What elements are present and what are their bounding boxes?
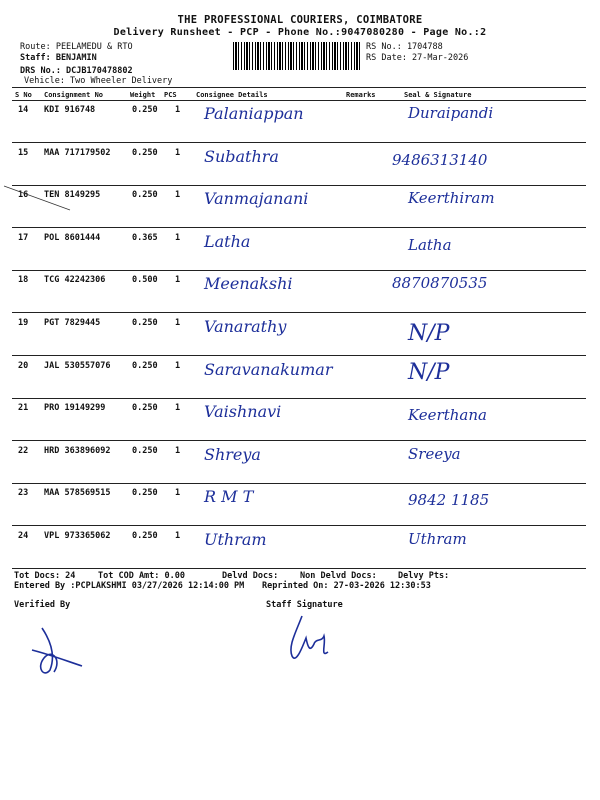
table-row bbox=[0, 185, 600, 228]
row-sno: 21 bbox=[18, 403, 29, 413]
row-sno: 19 bbox=[18, 318, 29, 328]
row-sno: 16 bbox=[18, 190, 29, 200]
col-seal-signature: Seal & Signature bbox=[404, 91, 472, 99]
strike-mark bbox=[0, 180, 80, 220]
col-consignment: Consignment No bbox=[44, 91, 104, 99]
drs-label: DRS No.: DCJB170478802 bbox=[20, 66, 133, 76]
reprinted-on: Reprinted On: 27-03-2026 12:30:53 bbox=[262, 581, 431, 591]
entered-by: Entered By :PCPLAKSHMI 03/27/2026 12:14:00 PM bbox=[14, 581, 245, 591]
row-divider bbox=[12, 568, 586, 569]
row-sno: 15 bbox=[18, 148, 29, 158]
row-weight: 0.250 bbox=[132, 148, 158, 158]
row-signature-handwritten: 9842 1185 bbox=[408, 491, 490, 509]
row-weight: 0.250 bbox=[132, 531, 158, 541]
row-signature-handwritten: Uthram bbox=[408, 530, 467, 548]
row-signature-handwritten: Duraipandi bbox=[408, 104, 494, 122]
row-weight: 0.250 bbox=[132, 105, 158, 115]
delivered-docs: Delvd Docs: bbox=[222, 571, 279, 581]
row-pcs: 1 bbox=[175, 148, 181, 158]
header-top-rule bbox=[12, 87, 586, 88]
row-sno: 20 bbox=[18, 361, 29, 371]
row-pcs: 1 bbox=[175, 190, 181, 200]
row-pcs: 1 bbox=[175, 403, 181, 413]
row-consignee-handwritten: R M T bbox=[204, 487, 254, 506]
row-consignee-handwritten: Vanmajanani bbox=[204, 189, 309, 208]
row-consignment-no: HRD 363896092 bbox=[44, 446, 111, 456]
row-sno: 14 bbox=[18, 105, 29, 115]
row-consignee-handwritten: Meenakshi bbox=[204, 274, 293, 293]
row-consignee-handwritten: Subathra bbox=[204, 147, 279, 166]
row-sno: 23 bbox=[18, 488, 29, 498]
row-signature-handwritten: Sreeya bbox=[408, 445, 461, 463]
row-weight: 0.250 bbox=[132, 190, 158, 200]
row-signature-handwritten: Latha bbox=[408, 236, 452, 254]
verified-by-label: Verified By bbox=[14, 600, 71, 610]
table-row bbox=[0, 441, 600, 484]
table-row bbox=[0, 483, 600, 526]
row-consignment-no: VPL 973365062 bbox=[44, 531, 111, 541]
row-pcs: 1 bbox=[175, 318, 181, 328]
table-row bbox=[0, 356, 600, 399]
col-remarks: Remarks bbox=[346, 91, 376, 99]
row-consignment-no: MAA 717179502 bbox=[44, 148, 111, 158]
row-consignment-no: MAA 578569515 bbox=[44, 488, 111, 498]
row-signature-handwritten: Keerthiram bbox=[408, 189, 495, 207]
row-sno: 24 bbox=[18, 531, 29, 541]
table-row bbox=[0, 398, 600, 441]
row-signature-handwritten: N/P bbox=[408, 321, 450, 346]
row-consignment-no: POL 8601444 bbox=[44, 233, 101, 243]
row-pcs: 1 bbox=[175, 488, 181, 498]
row-signature-handwritten: 8870870535 bbox=[392, 274, 488, 292]
table-row bbox=[0, 313, 600, 356]
rs-number: RS No.: 1704788 bbox=[366, 42, 443, 52]
row-weight: 0.250 bbox=[132, 318, 158, 328]
runsheet-subtitle: Delivery Runsheet - PCP - Phone No.:9047080280 - Page No.:2 bbox=[113, 27, 487, 38]
row-sno: 18 bbox=[18, 275, 29, 285]
row-consignee-handwritten: Uthram bbox=[204, 530, 267, 549]
table-row bbox=[0, 100, 600, 143]
rs-date: RS Date: 27-Mar-2026 bbox=[366, 53, 469, 63]
row-pcs: 1 bbox=[175, 361, 181, 371]
row-consignment-no: TCG 42242306 bbox=[44, 275, 106, 285]
non-delivered-docs: Non Delvd Docs: bbox=[300, 571, 377, 581]
barcode bbox=[233, 42, 361, 70]
row-consignment-no: KDI 916748 bbox=[44, 105, 96, 115]
row-weight: 0.365 bbox=[132, 233, 158, 243]
route-label: Route: PEELAMEDU & RTO bbox=[20, 42, 133, 52]
row-consignment-no: PGT 7829445 bbox=[44, 318, 101, 328]
row-consignee-handwritten: Vanarathy bbox=[204, 317, 287, 336]
col-pcs: PCS bbox=[164, 91, 177, 99]
row-pcs: 1 bbox=[175, 446, 181, 456]
staff-signature bbox=[282, 608, 342, 668]
col-sno: S No bbox=[15, 91, 32, 99]
staff-signature-label: Staff Signature bbox=[266, 600, 343, 610]
row-signature-handwritten: 9486313140 bbox=[392, 151, 488, 169]
row-consignment-no: JAL 530557076 bbox=[44, 361, 111, 371]
row-pcs: 1 bbox=[175, 105, 181, 115]
col-consignee: Consignee Details bbox=[196, 91, 268, 99]
row-consignee-handwritten: Palaniappan bbox=[204, 104, 304, 123]
table-row bbox=[0, 143, 600, 186]
row-consignment-no: PRO 19149299 bbox=[44, 403, 106, 413]
row-consignee-handwritten: Saravanakumar bbox=[204, 360, 333, 379]
row-weight: 0.250 bbox=[132, 488, 158, 498]
row-weight: 0.250 bbox=[132, 403, 158, 413]
row-sno: 17 bbox=[18, 233, 29, 243]
vehicle-label: Vehicle: Two Wheeler Delivery bbox=[24, 76, 173, 86]
row-weight: 0.500 bbox=[132, 275, 158, 285]
table-row bbox=[0, 526, 600, 569]
row-consignee-handwritten: Vaishnavi bbox=[204, 402, 282, 421]
row-pcs: 1 bbox=[175, 233, 181, 243]
row-pcs: 1 bbox=[175, 275, 181, 285]
verifier-signature bbox=[30, 620, 90, 680]
col-weight: Weight bbox=[130, 91, 156, 99]
table-row bbox=[0, 228, 600, 271]
row-weight: 0.250 bbox=[132, 361, 158, 371]
row-signature-handwritten: N/P bbox=[408, 360, 450, 385]
row-consignment-no: TEN 8149295 bbox=[44, 190, 101, 200]
staff-label: Staff: BENJAMIN bbox=[20, 53, 97, 63]
row-consignee-handwritten: Shreya bbox=[204, 445, 261, 464]
table-row bbox=[0, 270, 600, 313]
total-docs: Tot Docs: 24 bbox=[14, 571, 76, 581]
company-title: THE PROFESSIONAL COURIERS, COIMBATORE bbox=[177, 14, 423, 26]
row-weight: 0.250 bbox=[132, 446, 158, 456]
row-sno: 22 bbox=[18, 446, 29, 456]
row-signature-handwritten: Keerthana bbox=[408, 406, 487, 424]
row-consignee-handwritten: Latha bbox=[204, 232, 251, 251]
delivery-points: Delvy Pts: bbox=[398, 571, 450, 581]
total-cod: Tot COD Amt: 0.00 bbox=[98, 571, 185, 581]
row-pcs: 1 bbox=[175, 531, 181, 541]
